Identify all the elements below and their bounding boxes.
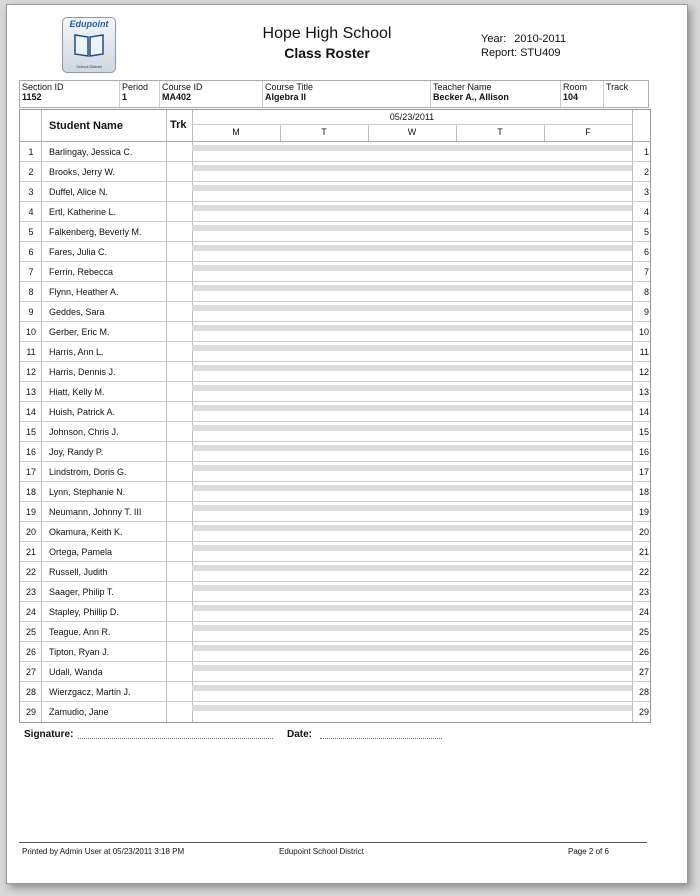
student-name: Russell, Judith: [49, 567, 108, 577]
attendance-stripe[interactable]: [192, 145, 632, 151]
row-number-right: 4: [643, 207, 649, 217]
row-number-right: 23: [638, 587, 649, 597]
course-title-cell: Course Title Algebra II: [263, 81, 431, 107]
student-row: [20, 502, 650, 522]
student-row: [20, 662, 650, 682]
attendance-stripe[interactable]: [192, 305, 632, 311]
footer-district: Edupoint School District: [279, 847, 364, 856]
book-icon: [73, 32, 105, 58]
student-row: [20, 282, 650, 302]
student-name: Ortega, Pamela: [49, 547, 113, 557]
student-name: Ferrin, Rebecca: [49, 267, 114, 277]
student-row: [20, 642, 650, 662]
printed-by: Printed by Admin User at 05/23/2011 3:18 PM: [22, 847, 185, 856]
attendance-stripe[interactable]: [192, 405, 632, 411]
attendance-stripe[interactable]: [192, 165, 632, 171]
row-number-right: 11: [639, 347, 649, 357]
district-logo: [62, 17, 116, 73]
row-number-right: 1: [643, 147, 649, 157]
period-cell: Period 1: [120, 81, 160, 107]
attendance-stripe[interactable]: [192, 285, 632, 291]
row-number-right: 27: [638, 667, 649, 677]
student-row: [20, 262, 650, 282]
student-row: [20, 422, 650, 442]
row-number-right: 6: [643, 247, 649, 257]
row-number-right: 17: [638, 467, 649, 477]
row-number: 20: [25, 527, 36, 537]
row-number-right: 9: [643, 307, 649, 317]
student-name-header: Student Name: [49, 120, 123, 132]
day-header: T: [497, 127, 503, 137]
student-row: [20, 602, 650, 622]
room-cell: Room 104: [561, 81, 604, 107]
row-number: 23: [25, 587, 36, 597]
row-number-right: 19: [638, 507, 649, 517]
report-line: [481, 47, 568, 59]
student-name: Wierzgacz, Martin J.: [49, 687, 131, 697]
row-number: 27: [25, 667, 36, 677]
row-number: 5: [28, 227, 34, 237]
student-name: Flynn, Heather A.: [49, 287, 119, 297]
row-number: 19: [25, 507, 36, 517]
attendance-stripe[interactable]: [192, 205, 632, 211]
row-number: 7: [28, 267, 34, 277]
teacher-cell: Teacher Name Becker A., Allison: [431, 81, 561, 107]
student-name: Harris, Dennis J.: [49, 367, 116, 377]
student-row: [20, 542, 650, 562]
attendance-stripe[interactable]: [192, 525, 632, 531]
footer-divider: [19, 842, 647, 843]
row-number-right: 12: [638, 367, 649, 377]
student-row: [20, 702, 650, 722]
student-name: Teague, Ann R.: [49, 627, 111, 637]
report-label: Report:: [481, 47, 518, 59]
row-number-right: 15: [638, 427, 649, 437]
student-name: Tipton, Ryan J.: [49, 647, 110, 657]
row-number: 10: [25, 327, 36, 337]
student-row: [20, 162, 650, 182]
report-title: Class Roster: [284, 45, 370, 61]
attendance-stripe[interactable]: [192, 545, 632, 551]
row-number-right: 24: [638, 607, 649, 617]
student-name: Zamudio, Jane: [49, 707, 109, 717]
student-row: [20, 382, 650, 402]
student-row: [20, 202, 650, 222]
student-row: [20, 142, 650, 162]
student-name: Harris, Ann L.: [49, 347, 104, 357]
student-row: [20, 682, 650, 702]
row-number: 29: [25, 707, 36, 717]
attendance-stripe[interactable]: [192, 585, 632, 591]
student-row: [20, 182, 650, 202]
section-id-cell: Section ID 1152: [20, 81, 120, 107]
attendance-stripe[interactable]: [192, 185, 632, 191]
section-info: [19, 80, 649, 108]
row-number-right: 26: [638, 647, 649, 657]
student-name: Geddes, Sara: [49, 307, 105, 317]
student-name: Barlingay, Jessica C.: [49, 147, 133, 157]
course-id-cell: Course ID MA402: [160, 81, 263, 107]
attendance-stripe[interactable]: [192, 685, 632, 691]
row-number: 9: [28, 307, 34, 317]
student-name: Lindstrom, Doris G.: [49, 467, 127, 477]
day-header: W: [407, 127, 417, 137]
attendance-stripe[interactable]: [192, 625, 632, 631]
row-number-right: 13: [638, 387, 649, 397]
row-number: 3: [28, 187, 34, 197]
student-row: [20, 562, 650, 582]
attendance-stripe[interactable]: [192, 325, 632, 331]
attendance-stripe[interactable]: [192, 485, 632, 491]
row-number-right: 18: [638, 487, 649, 497]
row-number-right: 5: [643, 227, 649, 237]
student-name: Lynn, Stephanie N.: [49, 487, 126, 497]
row-number: 8: [28, 287, 34, 297]
roster-table: [19, 109, 651, 723]
row-number: 17: [25, 467, 36, 477]
row-number-right: 21: [638, 547, 649, 557]
student-row: [20, 302, 650, 322]
school-name: Hope High School: [262, 25, 392, 42]
signature-line[interactable]: [78, 738, 273, 739]
attendance-stripe[interactable]: [192, 645, 632, 651]
attendance-stripe[interactable]: [192, 245, 632, 251]
student-row: [20, 322, 650, 342]
student-name: Neumann, Johnny T. III: [49, 507, 142, 517]
attendance-stripe[interactable]: [192, 505, 632, 511]
date-line[interactable]: [320, 738, 442, 739]
row-number-right: 20: [638, 527, 649, 537]
row-number: 1: [28, 147, 34, 157]
row-number: 14: [25, 407, 36, 417]
row-number-right: 3: [643, 187, 649, 197]
student-row: [20, 582, 650, 602]
row-number: 26: [25, 647, 36, 657]
trk-header: Trk: [170, 119, 187, 131]
row-number: 16: [25, 447, 36, 457]
year-label: Year:: [481, 33, 507, 45]
attendance-stripe[interactable]: [192, 425, 632, 431]
student-name: Fares, Julia C.: [49, 247, 108, 257]
student-name: Ertl, Katherine L.: [49, 207, 117, 217]
student-row: [20, 402, 650, 422]
student-name: Brooks, Jerry W.: [49, 167, 116, 177]
row-number-right: 28: [638, 687, 649, 697]
attendance-stripe[interactable]: [192, 225, 632, 231]
row-number: 2: [28, 167, 34, 177]
date-divider: [192, 124, 632, 125]
student-name: Gerber, Eric M.: [49, 327, 110, 337]
row-number: 21: [25, 547, 36, 557]
row-number: 6: [28, 247, 34, 257]
student-row: [20, 522, 650, 542]
student-name: Okamura, Keith K.: [49, 527, 123, 537]
attendance-stripe[interactable]: [192, 565, 632, 571]
row-number-right: 14: [638, 407, 649, 417]
row-number-right: 2: [643, 167, 649, 177]
student-name: Duffel, Alice N.: [49, 187, 108, 197]
row-number: 22: [25, 567, 36, 577]
signature-label: Signature:: [24, 729, 74, 740]
student-name: Johnson, Chris J.: [49, 427, 119, 437]
attendance-stripe[interactable]: [192, 345, 632, 351]
track-cell: Track: [606, 82, 629, 92]
row-number: 15: [25, 427, 36, 437]
year-line: [481, 33, 574, 45]
student-row: [20, 482, 650, 502]
row-number: 13: [25, 387, 36, 397]
attendance-stripe[interactable]: [192, 445, 632, 451]
attendance-stripe[interactable]: [192, 265, 632, 271]
attendance-date: 05/23/2011: [389, 112, 435, 122]
logo-brand: Edupoint: [69, 19, 109, 29]
row-number: 24: [25, 607, 36, 617]
student-row: [20, 362, 650, 382]
attendance-stripe[interactable]: [192, 385, 632, 391]
student-name: Joy, Randy P.: [49, 447, 104, 457]
student-name: Stapley, Phillip D.: [49, 607, 119, 617]
student-row: [20, 222, 650, 242]
year-value: 2010-2011: [514, 33, 567, 45]
day-header: M: [232, 127, 240, 137]
row-number: 28: [25, 687, 36, 697]
day-header: T: [321, 127, 327, 137]
row-number: 4: [28, 207, 34, 217]
attendance-stripe[interactable]: [192, 705, 632, 711]
row-number-right: 16: [638, 447, 649, 457]
row-number: 25: [25, 627, 36, 637]
date-label: Date:: [287, 729, 313, 740]
row-number-right: 8: [643, 287, 649, 297]
row-number: 18: [25, 487, 36, 497]
student-row: [20, 242, 650, 262]
row-number-right: 22: [638, 567, 649, 577]
row-number-right: 29: [638, 707, 649, 717]
report-value: STU409: [520, 47, 561, 59]
student-name: Falkenberg, Beverly M.: [49, 227, 142, 237]
row-number-right: 25: [638, 627, 649, 637]
page-number: Page 2 of 6: [568, 847, 609, 856]
student-row: [20, 462, 650, 482]
student-name: Saager, Philip T.: [49, 587, 114, 597]
row-number-right: 10: [638, 327, 649, 337]
row-number: 12: [25, 367, 36, 377]
logo-subtitle: School District: [76, 64, 102, 69]
student-name: Udall, Wanda: [49, 667, 103, 677]
student-row: [20, 622, 650, 642]
student-name: Hiatt, Kelly M.: [49, 387, 105, 397]
attendance-stripe[interactable]: [192, 465, 632, 471]
row-number: 11: [26, 347, 36, 357]
row-number-right: 7: [643, 267, 649, 277]
attendance-stripe[interactable]: [192, 605, 632, 611]
day-header: F: [585, 127, 591, 137]
attendance-stripe[interactable]: [192, 365, 632, 371]
attendance-stripe[interactable]: [192, 665, 632, 671]
student-row: [20, 342, 650, 362]
student-name: Huish, Patrick A.: [49, 407, 116, 417]
student-row: [20, 442, 650, 462]
